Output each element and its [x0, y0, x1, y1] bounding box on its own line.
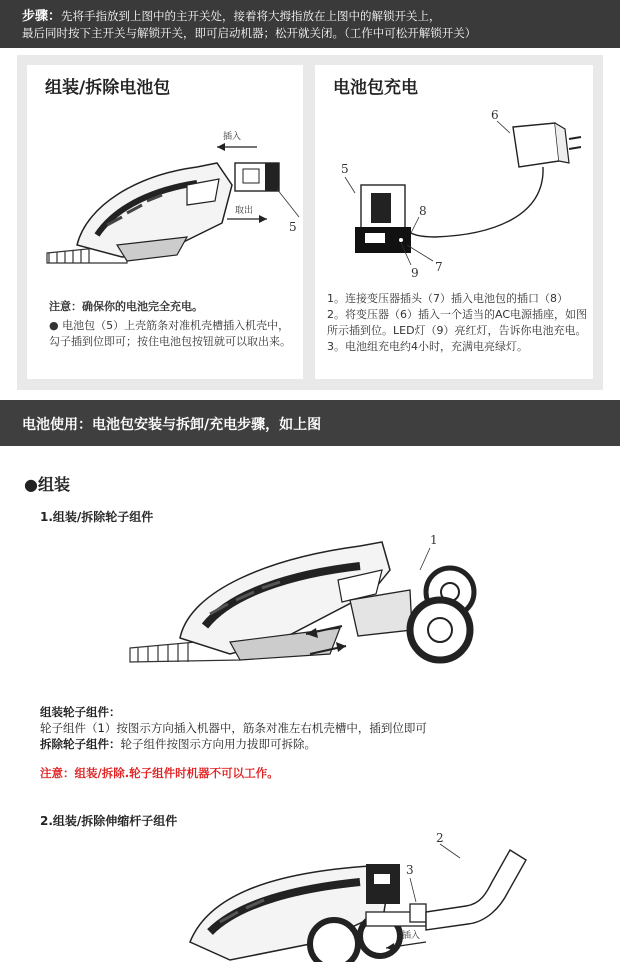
callout-8: 8 — [419, 204, 427, 218]
battery-panels — [17, 55, 603, 390]
charge-step-3: 3。电池组充电约4小时，充满电亮绿灯。 — [327, 340, 528, 353]
install-battery-note: 注意：确保你的电池完全充电。 — [49, 300, 203, 313]
wheel-remove-label: 拆除轮子组件： — [40, 737, 121, 751]
charge-battery-panel — [315, 65, 593, 379]
charge-step-1: 1。连接变压器插头（7）插入电池包的插口（8） — [327, 292, 568, 305]
callout-9: 9 — [411, 266, 419, 280]
charger-illustration — [315, 105, 593, 305]
steps-label: 步骤： — [22, 9, 62, 24]
install-battery-panel — [27, 65, 303, 379]
callout-5-right: 5 — [341, 162, 349, 176]
pole-callout-2: 2 — [436, 831, 444, 845]
trimmer-battery-illustration — [27, 105, 303, 305]
charge-steps — [327, 291, 589, 355]
steps-banner — [0, 0, 620, 48]
wheel-remove-text: 轮子组件按图示方向用力拔即可拆除。 — [120, 737, 316, 751]
pole-callout-3: 3 — [406, 863, 414, 877]
pole-assembly-subtitle: 2.组装/拆除伸缩杆子组件 — [40, 814, 178, 828]
wheel-warning: 注意：组装/拆除.轮子组件时机器不可以工作。 — [40, 766, 279, 780]
pole-insert-label: 插入 — [402, 931, 421, 941]
callout-remove: 取出 — [235, 206, 254, 216]
callout-6: 6 — [491, 108, 499, 122]
wheel-callout-1: 1 — [430, 533, 438, 547]
callout-7: 7 — [435, 260, 443, 274]
wheel-remove-row — [40, 736, 600, 752]
wheel-assemble-label: 组装轮子组件： — [40, 705, 121, 719]
wheel-assembly-text — [40, 704, 600, 752]
charge-battery-title: 电池包充电 — [333, 78, 418, 98]
wheel-assembly-illustration — [120, 530, 520, 690]
wheel-assembly-subtitle: 1.组装/拆除轮子组件 — [40, 510, 154, 524]
pole-assembly-illustration — [170, 832, 550, 962]
charge-step-2: 2。将变压器（6）插入一个适当的AC电源插座，如图所示插到位。LED灯（9）亮红灯，告诉你电池充电。 — [327, 308, 588, 337]
assembly-heading: ●组装 — [24, 475, 70, 494]
steps-text-2: 最后同时按下主开关与解锁开关，即可启动机器；松开就关闭。（工作中可松开解锁开关） — [22, 26, 477, 40]
battery-usage-banner: 电池使用：电池包安装与拆卸/充电步骤，如上图 — [0, 400, 620, 446]
callout-5-left: 5 — [289, 220, 297, 234]
callout-insert: 插入 — [223, 132, 242, 142]
wheel-assemble-text: 轮子组件（1）按图示方向插入机器中，筋条对准左右机壳槽中，插到位即可 — [40, 721, 427, 735]
steps-text-1: 先将手指放到上图中的主开关处，接着将大拇指放在上图中的解锁开关上， — [61, 9, 441, 23]
install-battery-title: 组装/拆除电池包 — [45, 78, 171, 98]
install-battery-text: ● 电池包（5）上壳筋条对准机壳槽插入机壳中，勾子插到位即可；按住电池包按钮就可以取出来。 — [49, 319, 291, 348]
steps-line-1 — [22, 8, 608, 25]
